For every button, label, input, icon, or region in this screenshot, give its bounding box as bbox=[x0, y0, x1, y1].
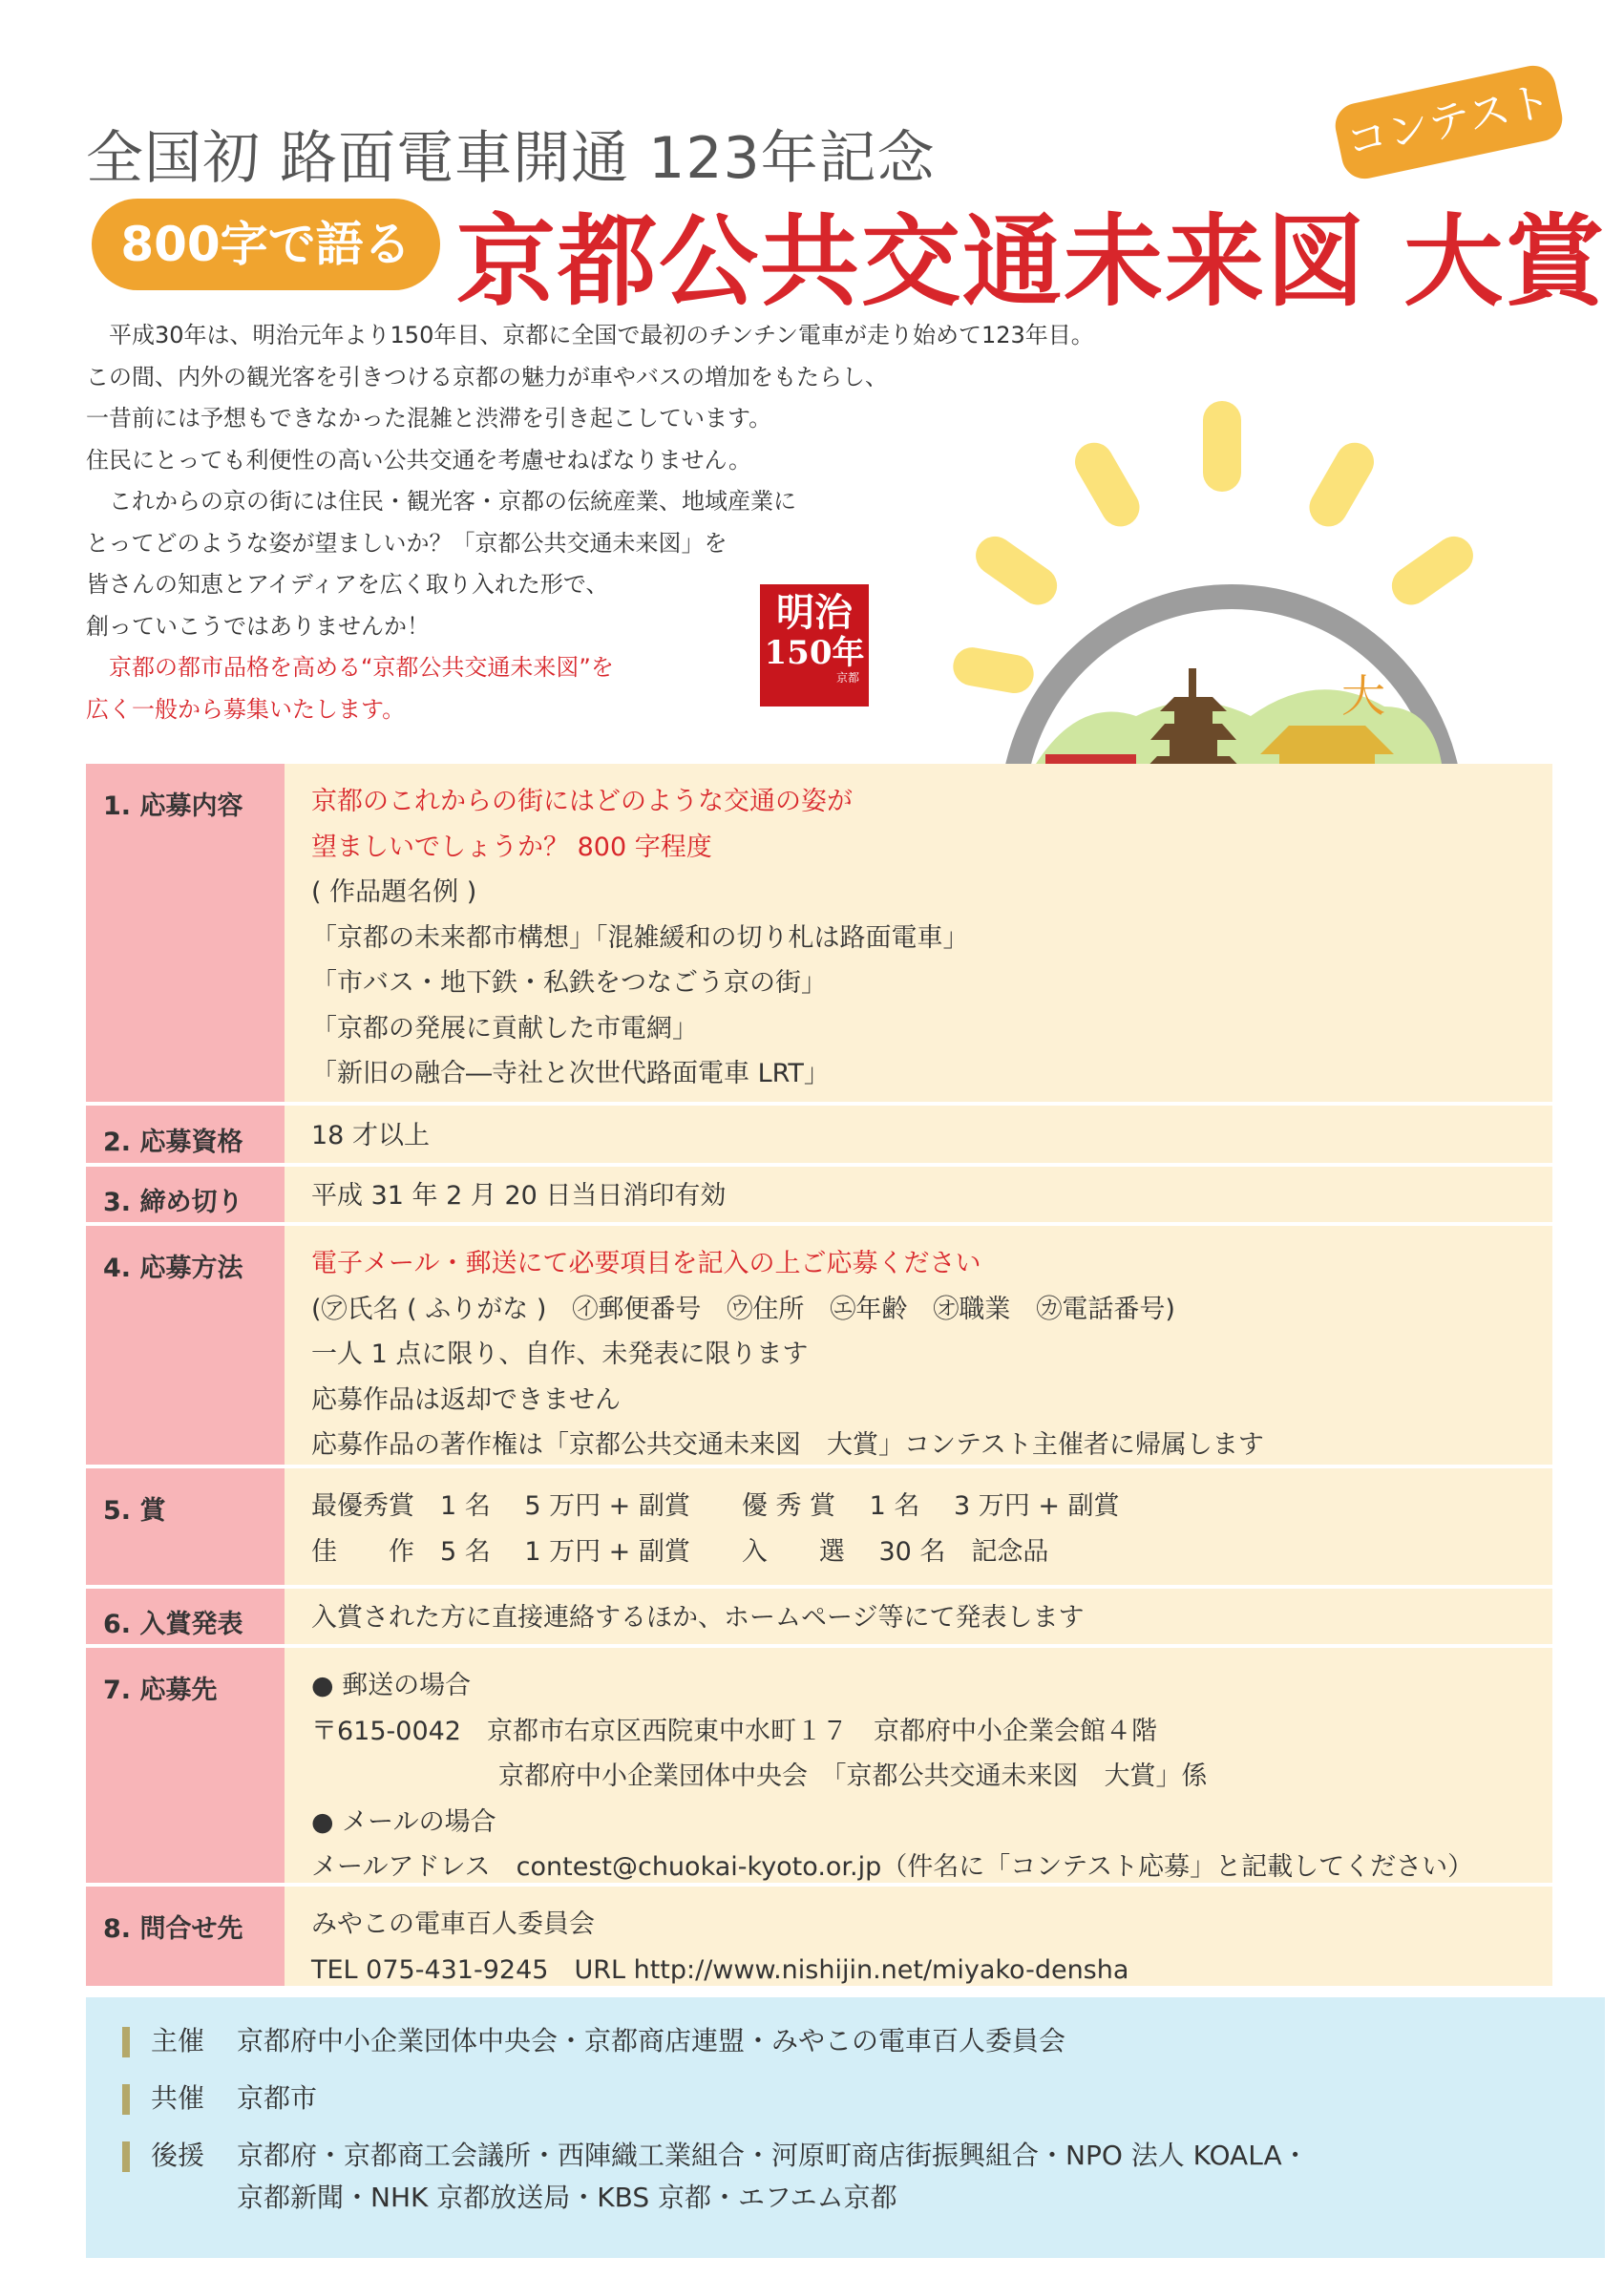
row-label: 2. 応募資格 bbox=[86, 1106, 285, 1167]
logo-line: 明治 bbox=[776, 590, 853, 635]
row-label: 8. 問合せ先 bbox=[86, 1887, 285, 1990]
row-label: 6. 入賞発表 bbox=[86, 1589, 285, 1648]
announcement-value: 入賞された方に直接連絡するほか、ホームページ等にて発表します bbox=[285, 1589, 1552, 1648]
sponsor-label: 後援 bbox=[151, 2140, 205, 2171]
prize-line: 佳 作 5 名 1 万円 + 副賞 入 選 30 名 記念品 bbox=[311, 1536, 1049, 1567]
example-title: 「京都の未来都市構想」「混雑緩和の切り札は路面電車」 bbox=[311, 922, 969, 953]
intro-line: 平成30年は、明治元年より150年目、京都に全国で最初のチンチン電車が走り始めて123年目。 bbox=[86, 322, 1094, 348]
row-label: 1. 応募内容 bbox=[86, 764, 285, 1106]
row-label: 7. 応募先 bbox=[86, 1648, 285, 1887]
intro-line: これからの京の街には住民・観光客・京都の伝統産業、地域産業に bbox=[86, 488, 796, 515]
prize-line: 最優秀賞 1 名 5 万円 + 副賞 優 秀 賞 1 名 3 万円 + 副賞 bbox=[311, 1491, 1120, 1521]
mail-heading: ● 郵送の場合 bbox=[311, 1671, 472, 1700]
event-subtitle: 全国初 路面電車開通 123年記念 bbox=[86, 125, 936, 192]
intro-line: 住民にとっても利便性の高い公共交通を考慮せねばなりません。 bbox=[86, 446, 751, 474]
page-title: 京都公共交通未来図 大賞 bbox=[456, 203, 1607, 320]
row-value bbox=[285, 1468, 1552, 1589]
row-submission-address bbox=[86, 1648, 1552, 1887]
intro-red-line: 京都の都市品格を高める“京都公共交通未来図”を bbox=[86, 654, 614, 681]
row-value bbox=[285, 764, 1552, 1106]
contest-tag: コンテスト bbox=[1331, 61, 1566, 182]
email-heading: ● メールの場合 bbox=[311, 1806, 496, 1837]
inquiry-org: みやこの電車百人委員会 bbox=[311, 1909, 595, 1939]
sponsor-support bbox=[122, 2135, 1309, 2176]
row-value bbox=[285, 1226, 1552, 1468]
entry-theme: 望ましいでしょうか？ 800 字程度 bbox=[311, 832, 712, 862]
intro-line: 創っていこうではありませんか！ bbox=[86, 612, 430, 640]
method-line: 応募作品の著作権は「京都公共交通未来図 大賞」コンテスト主催者に帰属します bbox=[311, 1430, 1264, 1460]
row-deadline bbox=[86, 1167, 1552, 1226]
divider-bar bbox=[122, 2141, 130, 2172]
intro-line: 皆さんの知恵とアイディアを広く取り入れた形で、 bbox=[86, 571, 609, 598]
postal-recipient: 京都府中小企業団体中央会 「京都公共交通未来図 大賞」係 bbox=[498, 1761, 1208, 1791]
sponsor-names: 京都新聞・NHK 京都放送局・KBS 京都・エフエム京都 bbox=[237, 2182, 897, 2213]
sponsor-host bbox=[122, 2020, 1065, 2061]
method-line: 応募作品は返却できません bbox=[311, 1384, 621, 1415]
example-title: 「新旧の融合―寺社と次世代路面電車 LRT」 bbox=[311, 1059, 830, 1088]
example-title: ( 作品題名例 ) bbox=[311, 877, 477, 907]
row-application-method bbox=[86, 1226, 1552, 1468]
meiji-150-logo bbox=[760, 584, 869, 707]
row-inquiries bbox=[86, 1887, 1552, 1990]
sponsor-names: 京都市 bbox=[237, 2082, 318, 2114]
email-address[interactable]: メールアドレス contest@chuokai-kyoto.or.jp（件名に「コンテスト応募」と記載してください） bbox=[311, 1852, 1474, 1882]
method-line: (㋐氏名 ( ふりがな ) ㋑郵便番号 ㋒住所 ㋓年齢 ㋔職業 ㋕電話番号) bbox=[311, 1294, 1175, 1324]
entry-theme: 京都のこれからの街にはどのような交通の姿が bbox=[311, 787, 853, 816]
example-title: 「市バス・地下鉄・私鉄をつなごう京の街」 bbox=[311, 968, 827, 998]
inquiry-contact[interactable]: TEL 075-431-9245 URL http://www.nishijin.net/miyako-densha bbox=[311, 1954, 1129, 1985]
divider-bar bbox=[122, 2084, 130, 2115]
badge-800-chars: 800字で語る bbox=[92, 199, 440, 290]
deadline-value: 平成 31 年 2 月 20 日当日消印有効 bbox=[285, 1167, 1552, 1226]
sponsor-support-cont bbox=[122, 2177, 897, 2218]
method-line: 一人 1 点に限り、自作、未発表に限ります bbox=[311, 1339, 809, 1369]
eligibility-value: 18 才以上 bbox=[285, 1106, 1552, 1167]
postal-address: 〒615-0042 京都市右京区西院東中水町１７ 京都府中小企業会館４階 bbox=[311, 1716, 1157, 1746]
example-title: 「京都の発展に貢献した市電網」 bbox=[311, 1013, 698, 1044]
sponsor-names: 京都府・京都商工会議所・西陣織工業組合・河原町商店街振興組合・NPO 法人 KOALA・ bbox=[237, 2140, 1309, 2171]
row-prizes bbox=[86, 1468, 1552, 1589]
row-announcement bbox=[86, 1589, 1552, 1648]
intro-line: 一昔前には予想もできなかった混雑と渋滞を引き起こしています。 bbox=[86, 405, 772, 432]
row-label: 5. 賞 bbox=[86, 1468, 285, 1589]
divider-bar bbox=[122, 2027, 130, 2057]
sponsors-box bbox=[86, 1997, 1605, 2258]
row-value bbox=[285, 1887, 1552, 1990]
intro-red-line: 広く一般から募集いたします。 bbox=[86, 695, 406, 723]
sponsor-co bbox=[122, 2078, 317, 2119]
logo-line: 150年 bbox=[764, 634, 865, 672]
row-eligibility bbox=[86, 1106, 1552, 1167]
daimonji-sign: 大 bbox=[1341, 670, 1385, 722]
intro-line: とってどのような姿が望ましいか？「京都公共交通未来図」を bbox=[86, 529, 728, 557]
row-label: 3. 締め切り bbox=[86, 1167, 285, 1226]
sponsor-names: 京都府中小企業団体中央会・京都商店連盟・みやこの電車百人委員会 bbox=[237, 2025, 1066, 2057]
logo-line: 京都 bbox=[835, 671, 859, 685]
intro-line: この間、内外の観光客を引きつける京都の魅力が車やバスの増加をもたらし、 bbox=[86, 363, 888, 390]
sponsor-label: 共催 bbox=[151, 2082, 205, 2114]
method-summary: 電子メール・郵送にて必要項目を記入の上ご応募ください bbox=[311, 1249, 981, 1278]
sponsor-label: 主催 bbox=[151, 2025, 205, 2057]
row-value bbox=[285, 1648, 1552, 1887]
row-entry-content bbox=[86, 764, 1552, 1106]
row-label: 4. 応募方法 bbox=[86, 1226, 285, 1468]
